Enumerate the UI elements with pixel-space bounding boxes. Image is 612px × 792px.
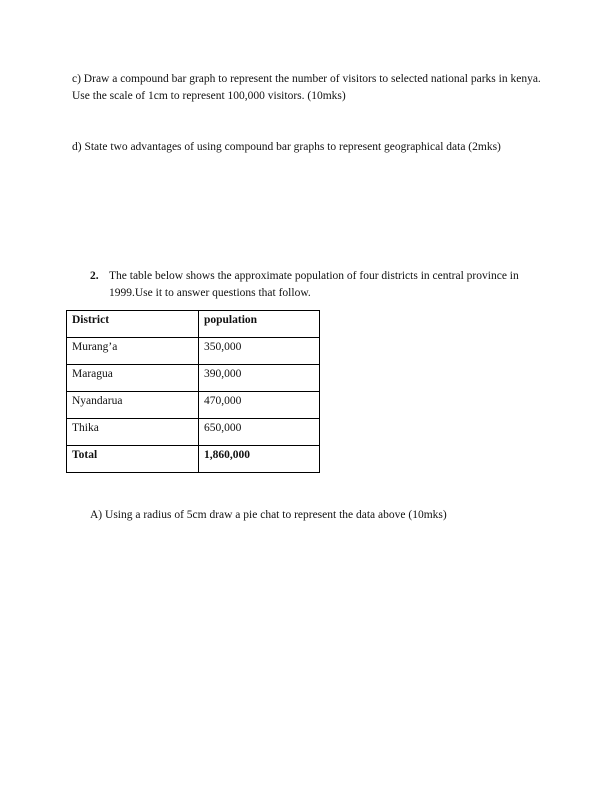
district-cell: Maragua: [67, 365, 199, 392]
population-cell: 650,000: [199, 419, 320, 446]
total-value-cell: 1,860,000: [199, 446, 320, 473]
population-cell: 470,000: [199, 392, 320, 419]
district-cell: Murang’a: [67, 338, 199, 365]
population-cell: 390,000: [199, 365, 320, 392]
total-label-cell: Total: [67, 446, 199, 473]
question-2: [90, 268, 550, 302]
question-2-text: The table below shows the approximate population of four districts in central province in 1999.Use it to answer questions that follow.: [109, 270, 519, 299]
district-cell: Thika: [67, 419, 199, 446]
column-header-population: population: [199, 311, 320, 338]
population-table: [66, 310, 320, 473]
table-row: [67, 338, 320, 365]
column-header-district: District: [67, 311, 199, 338]
question-2-number: 2.: [90, 270, 99, 282]
table-total-row: [67, 446, 320, 473]
table-row: [67, 419, 320, 446]
question-c: c) Draw a compound bar graph to represent the number of visitors to selected national parks in kenya. Use the scale of 1cm to represent 100,000 visitors. (10mks): [72, 73, 541, 102]
question-d: d) State two advantages of using compound bar graphs to represent geographical data (2mks): [72, 141, 501, 153]
table-header-row: [67, 311, 320, 338]
table-row: [67, 365, 320, 392]
table-row: [67, 392, 320, 419]
district-cell: Nyandarua: [67, 392, 199, 419]
question-a: A) Using a radius of 5cm draw a pie chat to represent the data above (10mks): [90, 508, 447, 521]
population-cell: 350,000: [199, 338, 320, 365]
